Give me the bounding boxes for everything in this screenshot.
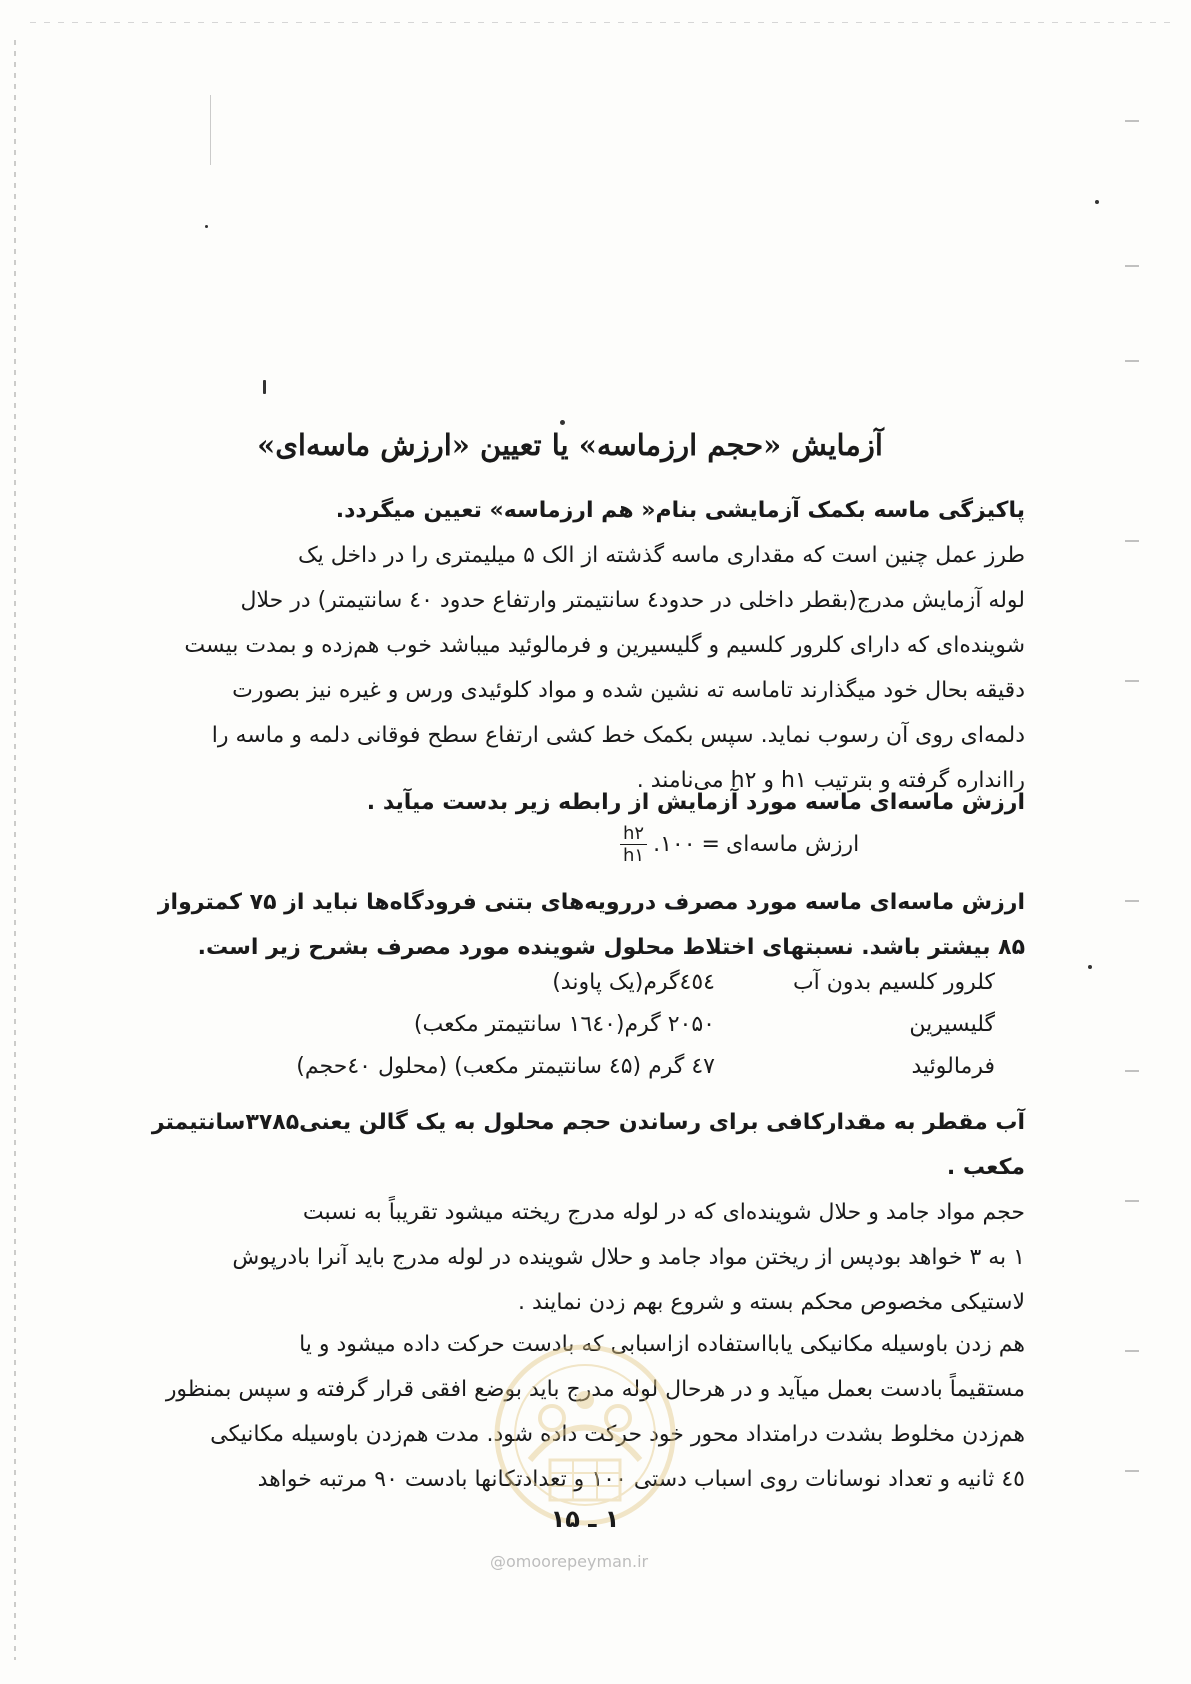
mixture-row bbox=[215, 970, 995, 1012]
mixture-name: کلرور کلسیم بدون آب bbox=[792, 970, 995, 995]
text-line: مکعب . bbox=[946, 1155, 1025, 1180]
text-line: دقیقه بحال خود میگذارند تاماسه ته نشین شده و مواد کلوئیدی ورس و غیره نیز بصورت bbox=[232, 678, 1025, 703]
mixture-name: فرمالوئید bbox=[911, 1054, 995, 1079]
margin-tick bbox=[1125, 1470, 1139, 1472]
sand-equivalent-formula bbox=[620, 823, 859, 866]
mixture-table bbox=[215, 970, 995, 1096]
stamp-seal-icon bbox=[490, 1340, 680, 1530]
formula-equals: = bbox=[701, 832, 720, 857]
formula-label: ارزش ماسه‌ای bbox=[725, 832, 860, 857]
scan-mark bbox=[210, 95, 211, 165]
text-line: ۱ به ۳ خواهد بودپس از ریختن مواد جامد و حلال شوینده در لوله مدرج باید آنرا بادرپوش bbox=[232, 1245, 1025, 1270]
margin-tick bbox=[1125, 540, 1139, 542]
mixture-row bbox=[215, 1012, 995, 1054]
paragraph-4 bbox=[157, 880, 1025, 970]
text-line: لوله آزمایش مدرج(بقطر داخلی در حدود٤ سانتیمتر وارتفاع حدود ٤٠ سانتیمتر) در حلال bbox=[240, 588, 1025, 613]
margin-tick bbox=[1125, 1070, 1139, 1072]
scan-speck bbox=[1088, 965, 1092, 969]
mixture-value: ٤۷ گرم (٤۵ سانتیمتر مکعب) (محلول ٤٠حجم) bbox=[296, 1054, 715, 1079]
mixture-row bbox=[215, 1054, 995, 1096]
page-number: ۱ ـ ۱۵ bbox=[550, 1505, 620, 1533]
text-line: راانداره گرفته و بترتیب h۱ و h۲ می‌نامند . bbox=[636, 768, 1025, 793]
margin-tick bbox=[1125, 1200, 1139, 1202]
mixture-value: ٤٥٤گرم(یک پاوند) bbox=[552, 970, 715, 995]
scan-speck bbox=[263, 380, 266, 394]
text-line: حجم مواد جامد و حلال شوینده‌ای که در لوله مدرج ریخته میشود تقریباً به نسبت bbox=[302, 1200, 1025, 1225]
scan-speck bbox=[1095, 200, 1099, 204]
paragraph-5 bbox=[151, 1100, 1025, 1190]
paragraph-6 bbox=[205, 1190, 1025, 1325]
mixture-name: گلیسیرین bbox=[909, 1012, 995, 1037]
scan-speck bbox=[205, 225, 208, 228]
formula-numerator: h۲ bbox=[620, 823, 647, 845]
margin-tick bbox=[1125, 120, 1139, 122]
text-line: آب مقطر به مقدارکافی برای رساندن حجم محلول به یک گالن یعنی۳۷۸۵سانتیمتر bbox=[151, 1110, 1025, 1135]
scan-speck bbox=[560, 420, 565, 425]
text-line: ارزش ماسه‌ای ماسه مورد مصرف دررویه‌های بتنی فرودگاه‌ها نباید از ۷۵ کمترواز bbox=[157, 890, 1025, 915]
text-line: ارزش ماسه‌ای ماسه مورد آزمایش از رابطه زیر بدست میآید . bbox=[366, 790, 1025, 815]
paragraph-2 bbox=[184, 533, 1025, 803]
text-line: لاستیکی مخصوص محکم بسته و شروع بهم زدن نمایند . bbox=[518, 1290, 1025, 1315]
scan-edge-left bbox=[14, 40, 16, 1660]
text-line: مستقیماً بادست بعمل میآید و در هرحال لوله مدرج باید بوضع افقی قرار گرفته و سپس بمنظور bbox=[165, 1377, 1025, 1402]
margin-tick bbox=[1125, 360, 1139, 362]
margin-tick bbox=[1125, 1350, 1139, 1352]
margin-tick bbox=[1125, 900, 1139, 902]
formula-denominator: h۱ bbox=[623, 845, 645, 866]
paragraph-3 bbox=[205, 780, 1025, 825]
text-line: پاکیزگی ماسه بکمک آزمایشی بنام« هم ارزماسه» تعیین میگردد. bbox=[335, 498, 1025, 523]
paragraph-1 bbox=[205, 488, 1025, 533]
margin-tick bbox=[1125, 680, 1139, 682]
text-line: هم زدن باوسیله مکانیکی یابااستفاده ازاسبابی که بادست حرکت داده میشود و یا bbox=[299, 1332, 1025, 1357]
margin-tick bbox=[1125, 265, 1139, 267]
text-line: طرز عمل چنین است که مقداری ماسه گذشته از الک ۵ میلیمتری را در داخل یک bbox=[297, 543, 1025, 568]
text-line: ۸۵ بیشتر باشد. نسبتهای اختلاط محلول شوینده مورد مصرف بشرح زیر است. bbox=[197, 935, 1025, 960]
formula-factor: ۱۰۰. bbox=[653, 832, 696, 857]
document-title: آزمایش «حجم ارزماسه» یا تعیین «ارزش ماسه‌ای» bbox=[257, 428, 883, 462]
text-line: هم‌زدن مخلوط بشدت درامتداد محور خود حرکت داده شود. مدت هم‌زدن باوسیله مکانیکی bbox=[210, 1422, 1025, 1447]
scan-edge-top bbox=[30, 22, 1170, 23]
text-line: ٤٥ ثانیه و تعداد نوسانات روی اسباب دستی ۱۰۰ و تعدادتکانها بادست ۹۰ مرتبه خواهد bbox=[257, 1467, 1025, 1492]
formula-fraction bbox=[620, 823, 647, 866]
watermark-text: @omoorepeyman.ir bbox=[490, 1552, 649, 1571]
text-line: دلمه‌ای روی آن رسوب نماید. سپس بکمک خط کشی ارتفاع سطح فوقانی دلمه و ماسه را bbox=[211, 723, 1025, 748]
text-line: شوینده‌ای که دارای کلرور کلسیم و گلیسیرین و فرمالوئید میباشد خوب هم‌زده و بمدت بیست bbox=[184, 633, 1025, 658]
mixture-value: ۲۰۵۰ گرم(۱٦٤۰ سانتیمتر مکعب) bbox=[413, 1012, 715, 1037]
